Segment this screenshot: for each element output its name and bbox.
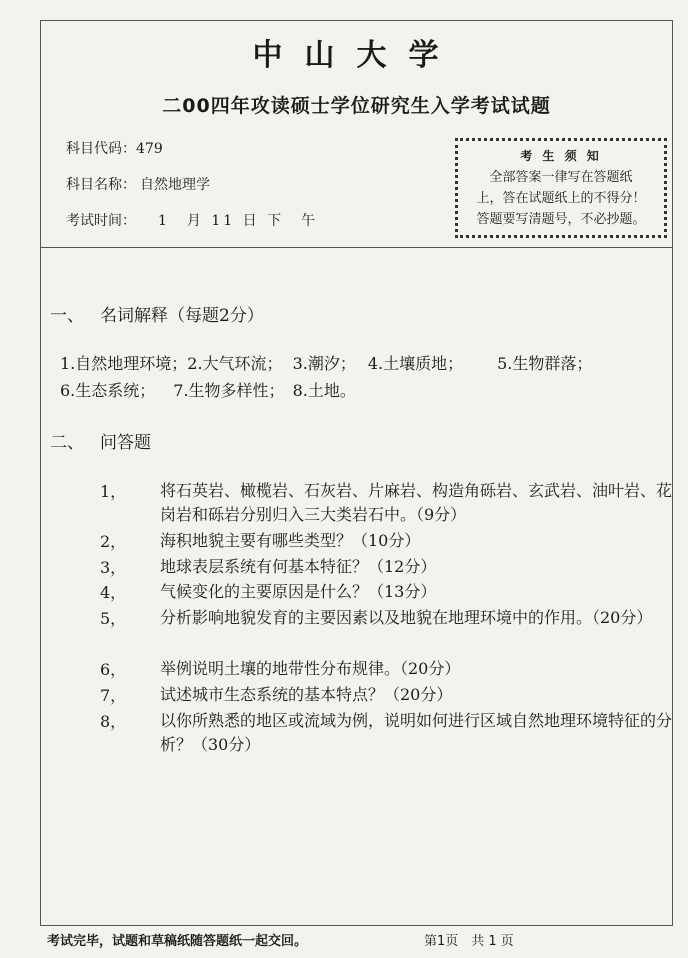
notice-line: 上，答在试题纸上的不得分！ (476, 191, 646, 206)
subject-code-label: 科目代码： (66, 141, 136, 157)
question-number: 1， (100, 482, 127, 501)
subject-code-line (66, 138, 163, 158)
question-text: 将石英岩、橄榄岩、石灰岩、片麻岩、构造角砾岩、玄武岩、油叶岩、花岗岩和砾岩分别归入三大类岩石中。（9分） (160, 481, 673, 524)
footer-note: 考试完毕，试题和草稿纸随答题纸一起交回。 (47, 934, 308, 949)
question-text: 分析影响地貌发育的主要因素以及地貌在地理环境中的作用。（20分） (160, 608, 653, 627)
question-number: 4， (100, 583, 127, 602)
question-item (100, 683, 675, 707)
question-item (100, 657, 675, 681)
header-divider (40, 247, 673, 248)
university-title: 中山大学 (252, 38, 461, 73)
question-number: 6， (100, 660, 127, 679)
page-number: 第1页 共 1 页 (424, 934, 514, 949)
exam-time-label: 考试时间： (66, 213, 136, 229)
question-item (100, 709, 675, 757)
section-2-heading (50, 428, 151, 453)
subject-name-line (66, 174, 210, 194)
term-item: 2.大气环流； (187, 354, 283, 373)
question-text: 气候变化的主要原因是什么？（13分） (160, 582, 437, 601)
notice-line: 全部答案一律写在答题纸 (489, 170, 633, 185)
term-item: 1.自然地理环境； (60, 354, 188, 373)
subject-name: 自然地理学 (140, 177, 210, 193)
question-number: 5， (100, 609, 127, 628)
exam-time-line (66, 210, 318, 230)
exam-title: 二00四年攻读硕士学位研究生入学考试试题 (162, 95, 551, 117)
term-item: 8.土地。 (292, 381, 356, 400)
subject-name-label: 科目名称： (66, 177, 136, 193)
term-item: 6.生态系统； (60, 381, 156, 400)
notice-line: 答题要写清题号，不必抄题。 (476, 212, 646, 227)
subject-code: 479 (136, 141, 163, 157)
section-title: 问答题 (100, 433, 151, 453)
section-title: 名词解释（每题2分） (100, 306, 264, 326)
question-item (100, 606, 675, 630)
terms-line-2 (60, 378, 356, 401)
question-text: 海积地貌主要有哪些类型？（10分） (160, 531, 421, 550)
question-number: 2， (100, 532, 127, 551)
term-item: 5.生物群落； (497, 354, 593, 373)
section-number: 一、 (50, 306, 84, 326)
question-text: 试述城市生态系统的基本特点？（20分） (160, 685, 453, 704)
notice-heading: 考 生 须 知 (520, 149, 602, 163)
question-item (100, 555, 675, 579)
term-item: 3.潮汐； (292, 354, 356, 373)
term-item: 4.土壤质地； (367, 354, 464, 373)
terms-line-1 (60, 351, 592, 374)
term-item: 7.生物多样性； (173, 381, 285, 400)
question-item (100, 529, 675, 553)
question-text: 举例说明土壤的地带性分布规律。（20分） (160, 659, 461, 678)
section-1-heading (50, 301, 264, 326)
exam-time: 1 月 11 日 下 午 (158, 213, 319, 229)
question-number: 8， (100, 712, 127, 731)
question-text: 地球表层系统有何基本特征？（12分） (160, 557, 437, 576)
question-item (100, 580, 675, 604)
question-text: 以你所熟悉的地区或流域为例，说明如何进行区域自然地理环境特征的分析？（30分） (160, 711, 673, 754)
examinee-notice-box (455, 138, 667, 238)
question-number: 3， (100, 558, 127, 577)
question-item (100, 479, 675, 527)
question-number: 7， (100, 686, 127, 705)
section-number: 二、 (50, 433, 84, 453)
